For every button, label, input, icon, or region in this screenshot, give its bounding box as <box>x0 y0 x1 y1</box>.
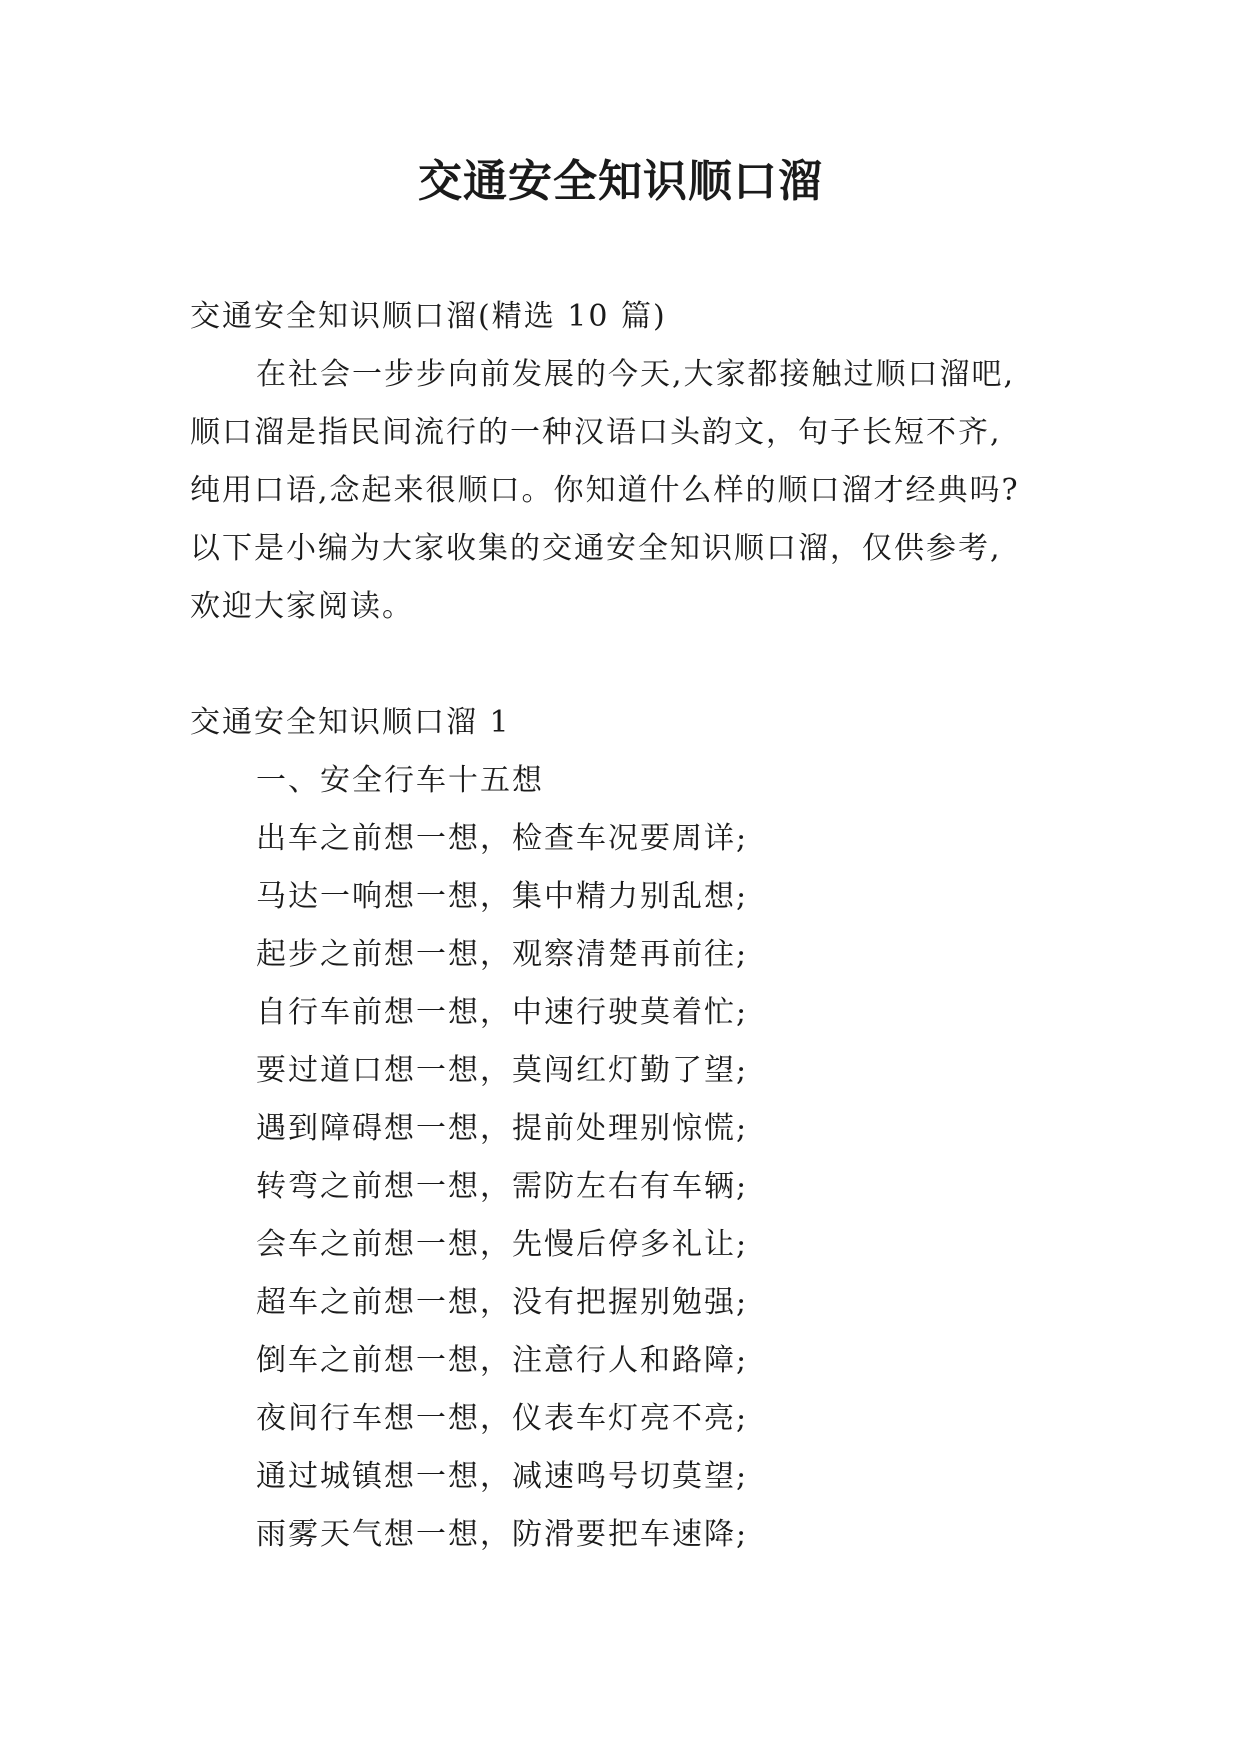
intro-paragraph <box>190 346 1070 636</box>
verse-line: 自行车前想一想，中速行驶莫着忙; <box>256 995 749 1030</box>
intro-line: 以下是小编为大家收集的交通安全知识顺口溜，仅供参考, <box>190 531 1002 566</box>
verse-line: 会车之前想一想，先慢后停多礼让; <box>256 1227 749 1262</box>
verse-line: 倒车之前想一想，注意行人和路障; <box>256 1343 749 1378</box>
verse-line: 要过道口想一想，莫闯红灯勤了望; <box>256 1053 749 1088</box>
verse-line: 起步之前想一想，观察清楚再前往; <box>256 937 749 972</box>
verse-list <box>190 810 1070 1564</box>
intro-line: 欢迎大家阅读。 <box>190 589 414 624</box>
verse-line: 出车之前想一想，检查车况要周详; <box>256 821 749 856</box>
section-heading: 交通安全知识顺口溜 1 <box>190 705 511 740</box>
verse-line: 夜间行车想一想，仪表车灯亮不亮; <box>256 1401 749 1436</box>
verse-line: 通过城镇想一想，减速鸣号切莫望; <box>256 1459 749 1494</box>
verse-line: 转弯之前想一想，需防左右有车辆; <box>256 1169 749 1204</box>
verse-line: 雨雾天气想一想，防滑要把车速降; <box>256 1517 749 1552</box>
part-heading: 一、安全行车十五想 <box>256 763 544 798</box>
document-body <box>190 288 1070 1564</box>
paragraph-spacer <box>190 636 1070 694</box>
intro-line: 顺口溜是指民间流行的一种汉语口头韵文，句子长短不齐, <box>190 415 1002 450</box>
intro-line: 纯用口语,念起来很顺口。你知道什么样的顺口溜才经典吗? <box>190 473 1020 508</box>
verse-line: 超车之前想一想，没有把握别勉强; <box>256 1285 749 1320</box>
verse-line: 遇到障碍想一想，提前处理别惊慌; <box>256 1111 749 1146</box>
intro-line: 在社会一步步向前发展的今天,大家都接触过顺口溜吧, <box>256 357 1016 392</box>
verse-line: 马达一响想一想，集中精力别乱想; <box>256 879 749 914</box>
document-title: 交通安全知识顺口溜 <box>418 156 823 207</box>
document-subtitle: 交通安全知识顺口溜(精选 10 篇) <box>190 299 667 334</box>
